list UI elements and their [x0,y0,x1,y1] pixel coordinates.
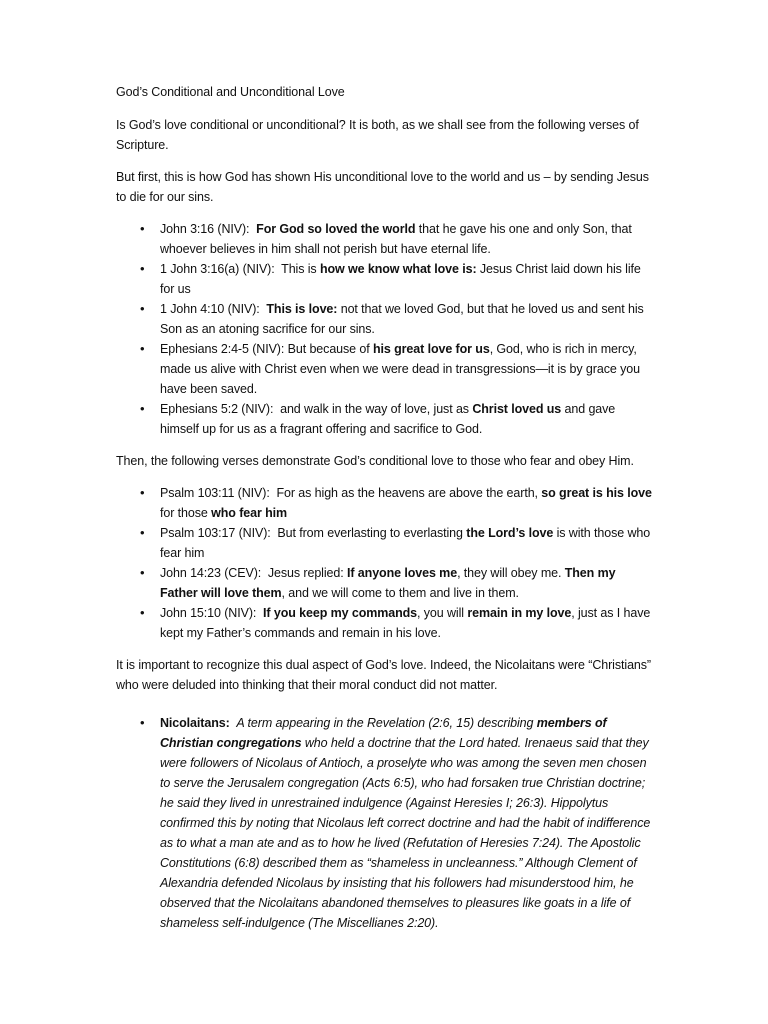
verse-emphasis: Then my Father will love them [160,566,616,600]
document-page [116,82,656,945]
verse-emphasis: If you keep my commands [263,606,418,620]
unconditional-intro-paragraph: But first, this is how God has shown His unconditional love to the world and us – by sending Jesus to die for our sins. [116,170,649,204]
document-title: God’s Conditional and Unconditional Love [116,85,345,99]
verse-reference: 1 John 4:10 (NIV): [160,302,260,316]
verse-emphasis: the Lord’s love [466,526,554,540]
definition-body: who held a doctrine that the Lord hated. Irenaeus said that they were followers of Nicolaus of Antioch, a proselyte who was among the seven men chosen to serve the Jerusalem congregation (Acts 6:5), who had forsaken true Christian doctrine; he said they lived in unrestrained indulgence (Against Heresies I; 26:3). Hippolytus confirmed this by noting that Nicolaus left correct doctrine and had the habit of indifference as to what a man ate and as to how he lived (Refutation of Heresies 7:24). The Apostolic Constitutions (6:8) described them as “shameless in uncleanness.” Although Clement of Alexandria defended Nicolaus by insisting that his followers had misunderstood him, he observed that the Nicolaitans abandoned themselves to pleasures like goats in a life of shameless self-indulgence (The Miscellianes 2:20). [160,736,651,930]
verse-emphasis: how we know what love is: [319,262,477,276]
conditional-verse-list [116,483,656,643]
verse-reference: Psalm 103:17 (NIV): [160,526,271,540]
list-item: • John 3:16 (NIV): For God so loved the world that he gave his one and only Son, that whoever believes in him shall not perish but have eternal life. [116,219,656,259]
verse-emphasis: Christ loved us [472,402,562,416]
verse-reference: John 14:23 (CEV): [160,566,262,580]
list-item: • Psalm 103:11 (NIV): For as high as the heavens are above the earth, so great is his love for those who fear him [116,483,656,523]
list-item: • Ephesians 5:2 (NIV): and walk in the way of love, just as Christ loved us and gave himself up for us as a fragrant offering and sacrifice to God. [116,399,656,439]
intro-paragraph: Is God’s love conditional or unconditional? It is both, as we shall see from the following verses of Scripture. [116,118,639,152]
verse-emphasis: who fear him [211,506,288,520]
conditional-intro-paragraph: Then, the following verses demonstrate God’s conditional love to those who fear and obey Him. [116,454,634,468]
list-item: • Psalm 103:17 (NIV): But from everlasting to everlasting the Lord’s love is with those who fear him [116,523,656,563]
verse-reference: John 3:16 (NIV): [160,222,250,236]
verse-emphasis: If anyone loves me [347,566,458,580]
nicolaitans-list [116,713,656,933]
verse-reference: John 15:10 (NIV): [160,606,257,620]
verse-emphasis: his great love for us [373,342,490,356]
definition-emphasis: members of Christian congregations [160,716,607,750]
verse-emphasis: For God so loved the world [256,222,416,236]
verse-emphasis: so great is his love [541,486,652,500]
definition-term: Nicolaitans: [160,716,230,730]
verse-reference: Psalm 103:11 (NIV): [160,486,270,500]
list-item: • 1 John 4:10 (NIV): This is love: not that we loved God, but that he loved us and sent his Son as an atoning sacrifice for our sins. [116,299,656,339]
list-item: • John 14:23 (CEV): Jesus replied: If anyone loves me, they will obey me. Then my Father will love them, and we will come to them and live in them. [116,563,656,603]
verse-reference: Ephesians 5:2 (NIV): [160,402,274,416]
list-item: • 1 John 3:16(a) (NIV): This is how we know what love is: Jesus Christ laid down his life for us [116,259,656,299]
verse-reference: Ephesians 2:4-5 (NIV): [160,342,285,356]
list-item: • Nicolaitans: A term appearing in the Revelation (2:6, 15) describing members of Christian congregations who held a doctrine that the Lord hated. Irenaeus said that they were followers of Nicolaus of Antioch, a proselyte who was among the seven men chosen to serve the Jerusalem congregation (Acts 6:5), who had forsaken true Christian doctrine; he said they lived in unrestrained indulgence (Against Heresies I; 26:3). Hippolytus confirmed this by noting that Nicolaus left correct doctrine and had the habit of indifference as to what a man ate and as to how he lived (Refutation of Heresies 7:24). The Apostolic Constitutions (6:8) described them as “shameless in uncleanness.” Although Clement of Alexandria defended Nicolaus by insisting that his followers had misunderstood him, he observed that the Nicolaitans abandoned themselves to pleasures like goats in a life of shameless self-indulgence (The Miscellianes 2:20). [116,713,656,933]
list-item: • Ephesians 2:4-5 (NIV): But because of his great love for us, God, who is rich in mercy, made us alive with Christ even when we were dead in transgressions—it is by grace you have been saved. [116,339,656,399]
verse-reference: 1 John 3:16(a) (NIV): [160,262,275,276]
unconditional-verse-list [116,219,656,439]
verse-emphasis: This is love: [266,302,338,316]
dual-aspect-paragraph: It is important to recognize this dual aspect of God’s love. Indeed, the Nicolaitans were “Christians” who were deluded into thinking that their moral conduct did not matter. [116,658,651,692]
list-item: • John 15:10 (NIV): If you keep my commands, you will remain in my love, just as I have kept my Father’s commands and remain in his love. [116,603,656,643]
verse-emphasis: remain in my love [467,606,572,620]
